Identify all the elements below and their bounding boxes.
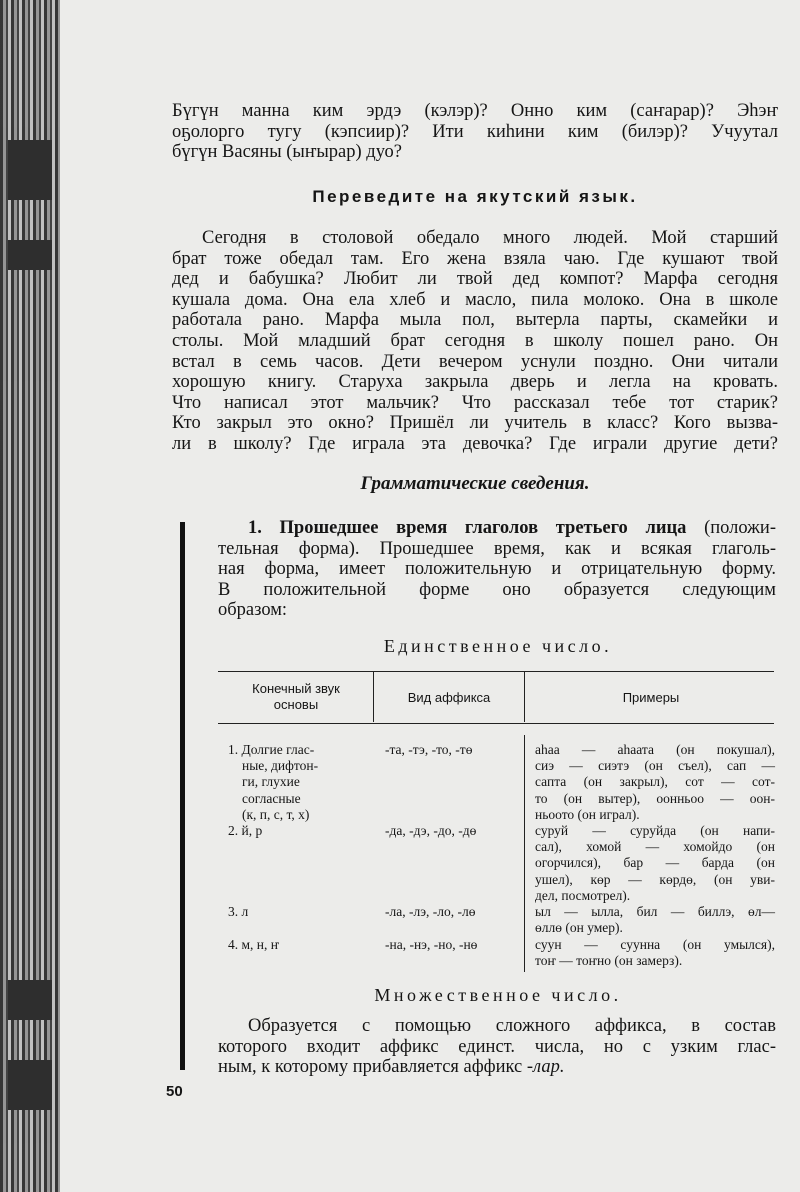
table-row-1-affix: -та, -тэ, -то, -тө [385,742,473,757]
table-row-1-sound: 1. Долгие глас- ные, дифтон- ги, глухие согласные (к, п, с, т, х) [228,742,319,822]
text-line: оҕолоргo тугу (кэпсиир)? Ити киһини ким (билэр)? Учуутал [172,121,778,142]
singular-title: Единственное число. [383,636,613,656]
text-line: ли в школу? Где играла эта девочка? Где играли другие дети? [172,433,778,454]
text-line: ным, к которому прибавляется аффикс -лар. [218,1057,565,1078]
spine-marking [8,980,52,1020]
table-row-2-sound: 2. й, р [228,823,263,838]
affix-italic: -лар. [526,1057,565,1078]
table-row-2-examples: суруй — суруйда (он напи- сал), хомой — хомойдо (он огорчился), бар — барда (он ушел), көр — көрдө, (он уви- дел, посмотрел). [535,823,775,903]
table-column-rule [373,672,374,722]
table-column-rule [524,735,525,972]
table-row-1-examples: аһаа — аһаата (он покушал), сиэ — сиэтэ (он съел), сап — сапта (он закрыл), сот — сот- то (он вытер), оонньоо — оон- ньоото (он играл). [535,742,775,822]
text-line: брат тоже обедал там. Его жена взяла чаю. Где кушают твой [172,248,778,269]
grammar-heading: Грамматические сведения. [360,473,590,494]
text-line: работала рано. Марфа мыла пол, вытерла парты, скамейки и [172,310,778,331]
table-row-4-sound: 4. м, н, ҥ [228,937,280,952]
header-affix: Вид аффикса [407,690,491,705]
text-line: которого входит аффикс единст. числа, но с узким глас- [218,1036,776,1057]
book-spine-edge [0,0,60,1192]
text-line: образом: [218,600,288,621]
spine-marking [8,240,52,270]
text-line: хорошую книгу. Старуха закрыла дверь и легла на кровать. [172,372,778,393]
text-line: ная форма, имеет положительную и отрицательную форму. [218,559,776,580]
text-line: дед и бабушка? Любит ли твой дед компот? Марфа сегодня [172,269,778,290]
top-paragraph [172,101,778,163]
text-line: Кто закрыл это окно? Пришёл ли учитель в класс? Кого вызва- [172,413,778,434]
table-top-rule [218,671,774,672]
table-row-3-affix: -ла, -лэ, -ло, -лө [385,904,476,919]
text-line: Образуется с помощью сложного аффикса, в состав [248,1016,776,1036]
spine-marking [8,140,52,200]
translate-paragraph [172,228,778,455]
table-row-3-sound: 3. л [228,904,249,919]
text-line: 1. Прошедшее время глаголов третьего лица (положи- [248,518,776,538]
section1-title: 1. Прошедшее время глаголов третьего лица [248,518,687,538]
page-number: 50 [166,1083,183,1100]
header-examples: Примеры [622,690,680,705]
margin-rule [180,522,185,1070]
translate-heading: Переведите на якутский язык. [312,187,638,206]
text-line: бүгүн Васяны (ыҥырар) дуо? [172,142,402,163]
text-line: В положительной форме оно образуется следующим [218,579,776,600]
text-line: тельная форма). Прошедшее время, как и всякая глаголь- [218,538,776,559]
text-line: Что написал этот мальчик? Что рассказал тебе тот старик? [172,392,778,413]
text-line: столы. Мой младший брат сегодня в школу пошел рано. Он [172,330,778,351]
table-header-rule [218,723,774,724]
table-row-3-examples: ыл — ылла, бил — биллэ, өл— өллө (он умер). [535,904,775,936]
text-line: кушала дома. Она ела хлеб и масло, пила молоко. Она в школе [172,289,778,310]
text-line: Бүгүн манна ким эрдэ (кэлэр)? Онно ким (саҥарар)? Эһэҥ [172,101,778,121]
spine-marking [8,1060,52,1110]
section1-paragraph [218,518,776,621]
plural-title: Множественное число. [374,985,622,1005]
table-row-2-affix: -да, -дэ, -до, -дө [385,823,477,838]
header-sound: Конечный звук основы [252,681,340,712]
table-row-4-examples: суун — суунна (он умылся), тоҥ — тоҥно (он замерз). [535,937,775,969]
text-line: Сегодня в столовой обедало много людей. Мой старший [202,228,778,248]
plural-paragraph [218,1016,776,1078]
table-row-4-affix: -на, -нэ, -но, -нө [385,937,478,952]
table-column-rule [524,672,525,722]
text-line: встал в семь часов. Дети вечером уснули поздно. Они читали [172,351,778,372]
